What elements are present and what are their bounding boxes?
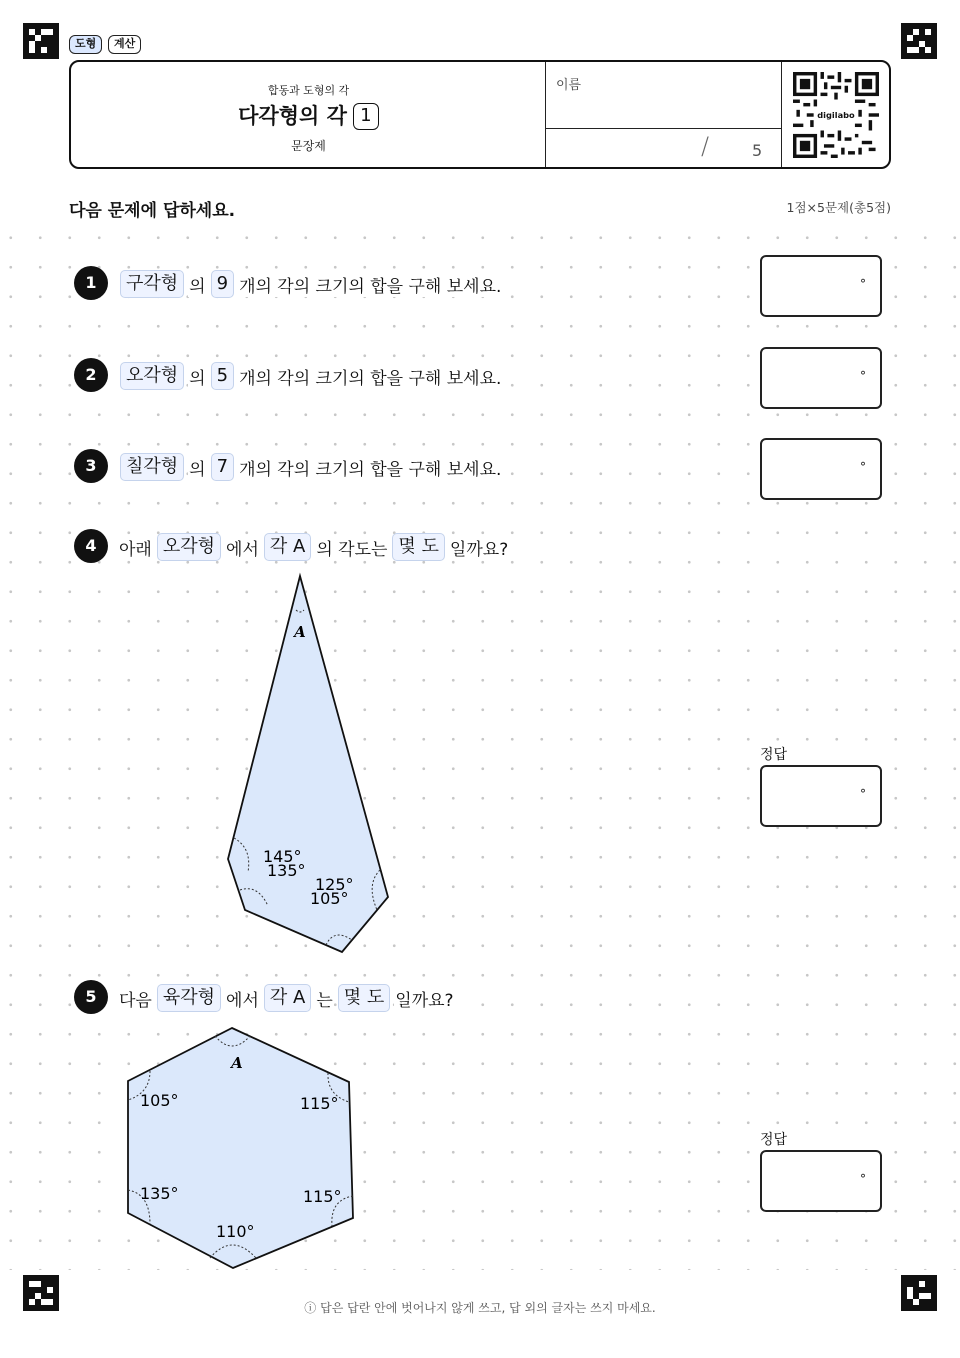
title-text: 다각형의 각 (238, 104, 347, 128)
answer-box[interactable] (760, 765, 882, 827)
text-fragment: 에서 (225, 535, 260, 560)
question-number: 3 (74, 449, 108, 483)
score-total: 5 (752, 141, 763, 160)
question-text (118, 533, 509, 561)
shape-chip: 육각형 (157, 984, 221, 1012)
section-subtitle: 문장제 (291, 139, 326, 153)
ask-chip: 몇 도 (338, 984, 391, 1012)
ask-chip: 몇 도 (392, 533, 445, 561)
text-fragment: 의 (188, 272, 206, 297)
answer-label: 정답 (760, 1129, 787, 1149)
answer-label: 정답 (760, 744, 787, 764)
text-fragment: 는 (315, 986, 333, 1011)
answer-box[interactable] (760, 438, 882, 500)
degree-symbol: ° (860, 787, 866, 801)
tag-calc: 계산 (108, 35, 141, 54)
angle-label: 105° (140, 1091, 179, 1110)
pentagon-shape (228, 576, 388, 952)
question-text (120, 453, 502, 481)
shape-chip: 오각형 (157, 533, 221, 561)
degree-symbol: ° (860, 1172, 866, 1186)
angle-label: 105° (310, 889, 349, 908)
angle-label: 145° (263, 847, 302, 866)
question-text (120, 362, 502, 390)
shape-chip: 구각형 (120, 270, 184, 298)
pentagon-figure (210, 570, 410, 960)
answer-box[interactable] (760, 255, 882, 317)
angle-label: 135° (140, 1184, 179, 1203)
degree-symbol: ° (860, 460, 866, 474)
text-fragment: 다음 (118, 986, 153, 1011)
angle-chip: 각 A (264, 533, 311, 561)
vertex-label: A (294, 623, 306, 641)
qr-code-icon (793, 72, 879, 158)
text-fragment: 의 (188, 455, 206, 480)
hexagon-figure (120, 1020, 365, 1275)
question-number: 5 (74, 980, 108, 1014)
tag-shape: 도형 (69, 35, 102, 54)
angle-label: 135° (267, 861, 306, 880)
angle-label: 110° (216, 1222, 255, 1241)
footer-notice: ⓘ 답은 답란 안에 벗어나지 않게 쓰고, 답 외의 글자는 쓰지 마세요. (304, 1301, 656, 1315)
text-fragment: 일까요? (449, 535, 509, 560)
question-number: 2 (74, 358, 108, 392)
shape-chip: 오각형 (120, 362, 184, 390)
score-slash: / (701, 132, 710, 160)
question-number: 1 (74, 266, 108, 300)
question-text (118, 984, 455, 1012)
unit-subtitle: 합동과 도형의 각 (267, 84, 350, 97)
text-fragment: 에서 (225, 986, 260, 1011)
vertex-label: A (231, 1054, 243, 1072)
shape-chip: 칠각형 (120, 453, 184, 481)
page-title (71, 100, 546, 130)
corner-marker-icon (901, 23, 937, 59)
answer-box[interactable] (760, 1150, 882, 1212)
title-panel (71, 62, 546, 167)
degree-symbol: ° (860, 369, 866, 383)
answer-box[interactable] (760, 347, 882, 409)
angle-label: 125° (315, 875, 354, 894)
angle-label: 115° (303, 1187, 342, 1206)
text-fragment: 일까요? (394, 986, 454, 1011)
name-score-panel (546, 62, 782, 167)
count-chip: 7 (211, 453, 234, 481)
corner-marker-icon (23, 23, 59, 59)
text-fragment: 개의 각의 크기의 합을 구해 보세요. (238, 455, 502, 480)
title-number: 1 (353, 103, 379, 130)
question-number: 4 (74, 529, 108, 563)
text-fragment: 의 (188, 364, 206, 389)
question-text (120, 270, 502, 298)
divider (546, 128, 781, 129)
instruction: 다음 문제에 답하세요. (69, 196, 235, 221)
worksheet-header (69, 60, 891, 169)
count-chip: 5 (211, 362, 234, 390)
name-label: 이름 (556, 78, 582, 93)
text-fragment: 개의 각의 크기의 합을 구해 보세요. (238, 364, 502, 389)
qr-label: digilabo (817, 110, 855, 121)
text-fragment: 아래 (118, 535, 153, 560)
text-fragment: 의 각도는 (315, 535, 388, 560)
angle-label: 115° (300, 1094, 339, 1113)
count-chip: 9 (211, 270, 234, 298)
points-info: 1점×5문제(총5점) (786, 200, 891, 215)
degree-symbol: ° (860, 277, 866, 291)
angle-chip: 각 A (264, 984, 311, 1012)
text-fragment: 개의 각의 크기의 합을 구해 보세요. (238, 272, 502, 297)
